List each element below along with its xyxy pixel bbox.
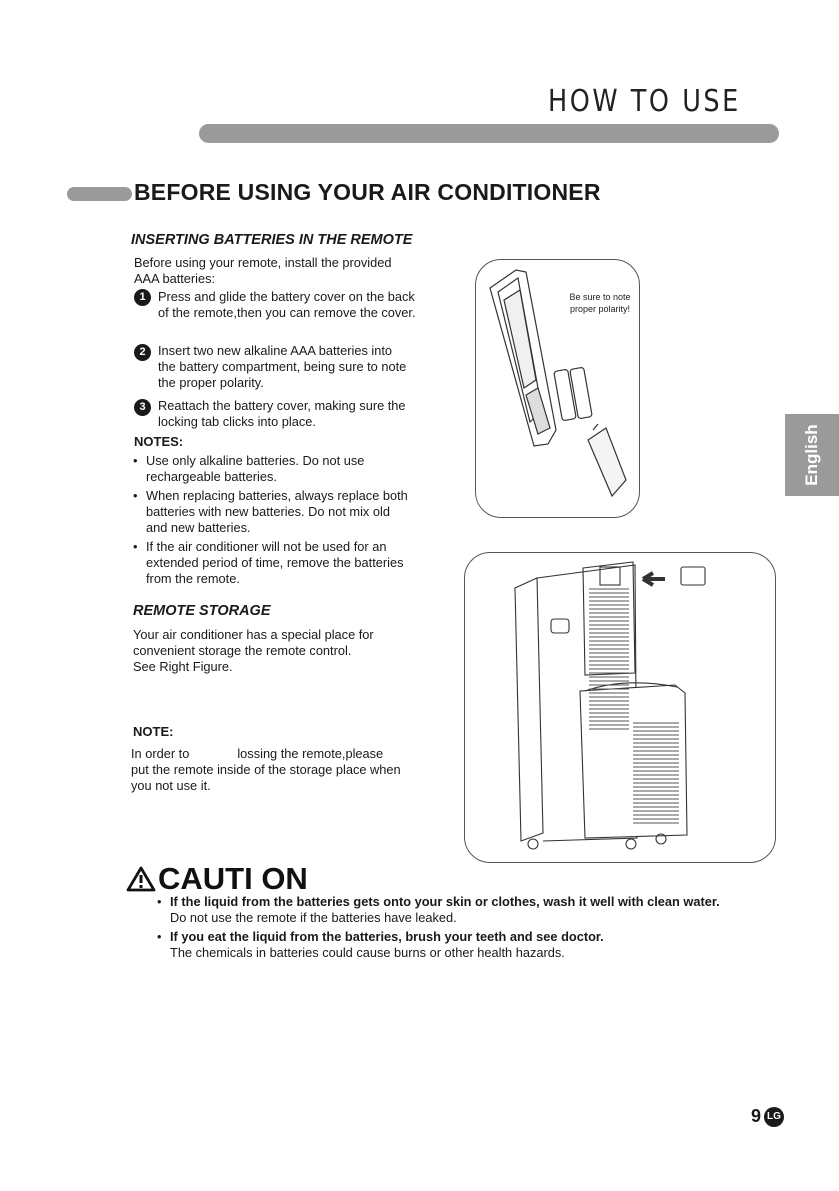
storage-text: Your air conditioner has a special place for convenient storage the remote control. See Right Figure.: [133, 627, 374, 674]
step-3: 3 Reattach the battery cover, making sure the locking tab clicks into place.: [134, 398, 406, 430]
caution-title: CAUTI ON: [158, 861, 308, 896]
caution-list: [157, 894, 797, 964]
language-tab: [785, 414, 839, 496]
storage-figure: [464, 552, 776, 863]
step-number: 3: [134, 399, 151, 416]
step-number: 1: [134, 289, 151, 306]
caution-heading: [126, 861, 308, 897]
page-number: 9 LG: [751, 1106, 784, 1127]
header-bar: [199, 124, 779, 143]
warning-icon: [126, 866, 156, 892]
remote-illustration: [476, 260, 639, 517]
list-item: • Use only alkaline batteries. Do not use rechargeable batteries.: [133, 453, 443, 485]
list-item: • If the liquid from the batteries gets onto your skin or clothes, wash it well with clean water. Do not use the remote if the batteries have leaked.: [157, 894, 797, 926]
language-label: English: [802, 424, 821, 486]
polarity-note-line2: proper polarity!: [569, 304, 631, 314]
note-title: NOTE:: [133, 724, 174, 739]
section-marker: [67, 187, 132, 201]
list-item: • If you eat the liquid from the batteries, brush your teeth and see doctor. The chemicals in batteries could cause burns or other health hazards.: [157, 929, 797, 961]
step-2: 2 Insert two new alkaline AAA batteries into the battery compartment, being sure to note the proper polarity.: [134, 343, 406, 391]
batteries-intro: Before using your remote, install the provided AAA batteries:: [134, 255, 392, 286]
note-text: In order to lossing the remote,please put the remote inside of the storage place when you not use it.: [131, 746, 401, 793]
notes-list: [133, 453, 443, 590]
lg-logo-icon: LG: [764, 1107, 784, 1127]
remote-battery-figure: [475, 259, 640, 518]
step-1: 1 Press and glide the battery cover on the back of the remote,then you can remove the cover.: [134, 289, 416, 321]
air-conditioner-illustration: [465, 553, 775, 862]
page-header-title: HOW TO USE: [548, 84, 741, 119]
list-item: • When replacing batteries, always replace both batteries with new batteries. Do not mix old and new batteries.: [133, 488, 443, 536]
section-title: BEFORE USING YOUR AIR CONDITIONER: [134, 179, 601, 205]
storage-title: REMOTE STORAGE: [133, 603, 271, 619]
notes-title: NOTES:: [134, 434, 184, 449]
list-item: • If the air conditioner will not be used for an extended period of time, remove the batteries from the remote.: [133, 539, 443, 587]
step-number: 2: [134, 344, 151, 361]
polarity-note-line1: Be sure to note: [569, 292, 631, 302]
batteries-title: INSERTING BATTERIES IN THE REMOTE: [131, 232, 413, 248]
